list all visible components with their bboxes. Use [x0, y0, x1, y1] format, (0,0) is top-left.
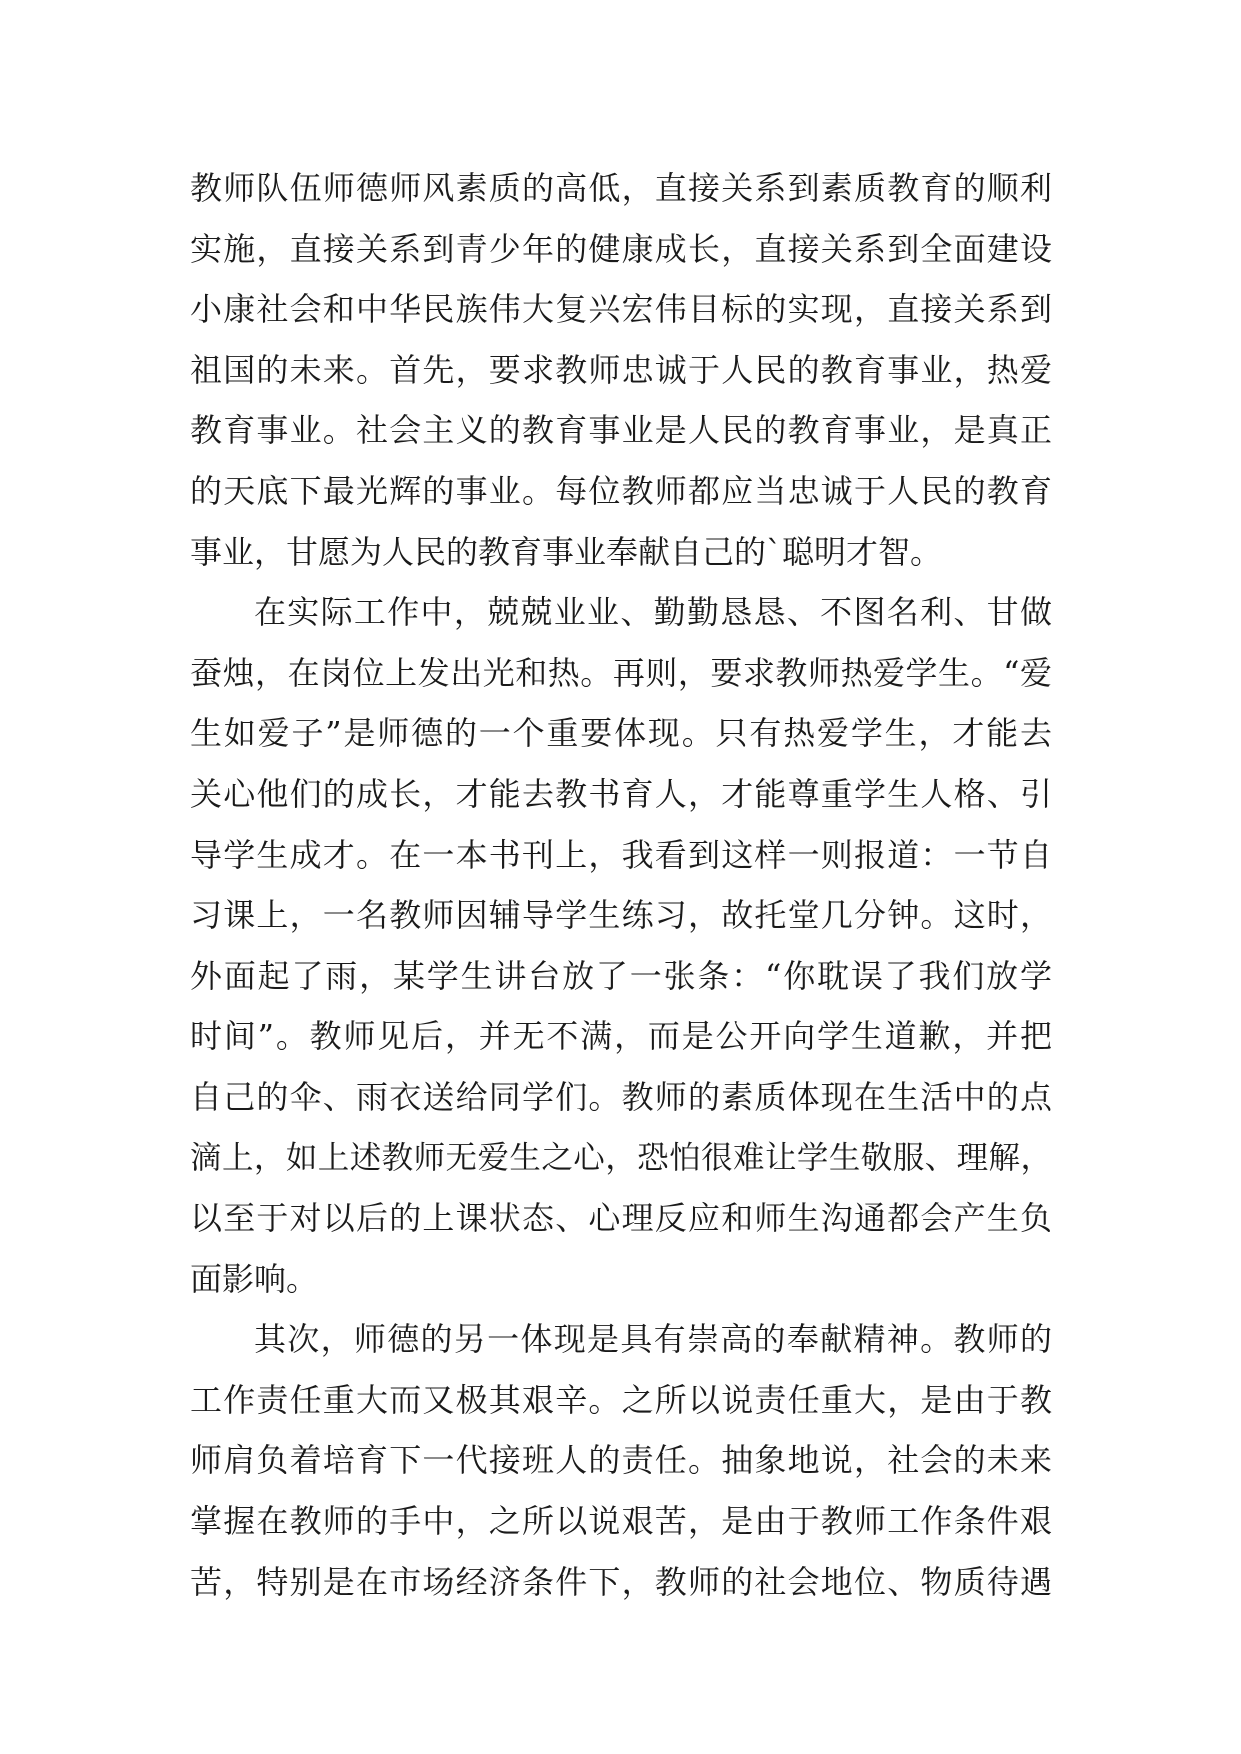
text-line: 生如爱子”是师德的一个重要体现。只有热爱学生，才能去 [190, 714, 1052, 753]
text-line: 小康社会和中华民族伟大复兴宏伟目标的实现，直接关系到 [190, 290, 1052, 329]
text-line: 自己的伞、雨衣送给同学们。教师的素质体现在生活中的点 [190, 1077, 1052, 1116]
paragraph-3 [190, 1309, 1052, 1612]
text-line: 事业，甘愿为人民的教育事业奉献自己的`聪明才智。 [190, 532, 943, 571]
text-line: 教师队伍师德师风素质的高低，直接关系到素质教育的顺利 [190, 169, 1052, 207]
text-line: 习课上，一名教师因辅导学生练习，故托堂几分钟。这时， [190, 896, 1052, 935]
text-line: 祖国的未来。首先，要求教师忠诚于人民的教育事业，热爱 [190, 350, 1052, 389]
text-line: 蚕烛，在岗位上发出光和热。再则，要求教师热爱学生。“爱 [190, 653, 1052, 692]
text-line: 在实际工作中，兢兢业业、勤勤恳恳、不图名利、甘做 [254, 593, 1052, 632]
text-line: 其次，师德的另一体现是具有崇高的奉献精神。教师的 [254, 1320, 1052, 1359]
text-line: 教育事业。社会主义的教育事业是人民的教育事业，是真正 [190, 411, 1052, 450]
text-line: 以至于对以后的上课状态、心理反应和师生沟通都会产生负 [190, 1199, 1052, 1238]
text-line: 的天底下最光辉的事业。每位教师都应当忠诚于人民的教育 [190, 471, 1052, 510]
paragraph-2 [190, 582, 1052, 1309]
text-line: 滴上，如上述教师无爱生之心，恐怕很难让学生敬服、理解， [190, 1139, 1052, 1176]
text-line: 导学生成才。在一本书刊上，我看到这样一则报道：一节自 [190, 835, 1052, 874]
text-line: 掌握在教师的手中，之所以说艰苦，是由于教师工作条件艰 [190, 1502, 1052, 1541]
text-line: 关心他们的成长，才能去教书育人，才能尊重学生人格、引 [190, 774, 1052, 813]
text-line: 工作责任重大而又极其艰辛。之所以说责任重大，是由于教 [190, 1380, 1052, 1419]
document-body [190, 158, 1052, 1612]
text-line: 实施，直接关系到青少年的健康成长，直接关系到全面建设 [190, 229, 1052, 268]
paragraph-1 [190, 158, 1052, 582]
text-line: 外面起了雨，某学生讲台放了一张条：“你耽误了我们放学 [190, 956, 1052, 995]
text-line: 时间”。教师见后，并无不满，而是公开向学生道歉，并把 [190, 1017, 1052, 1056]
text-line: 苦，特别是在市场经济条件下，教师的社会地位、物质待遇 [190, 1562, 1052, 1601]
text-line: 面影响。 [190, 1259, 319, 1298]
text-line: 师肩负着培育下一代接班人的责任。抽象地说，社会的未来 [190, 1441, 1052, 1480]
